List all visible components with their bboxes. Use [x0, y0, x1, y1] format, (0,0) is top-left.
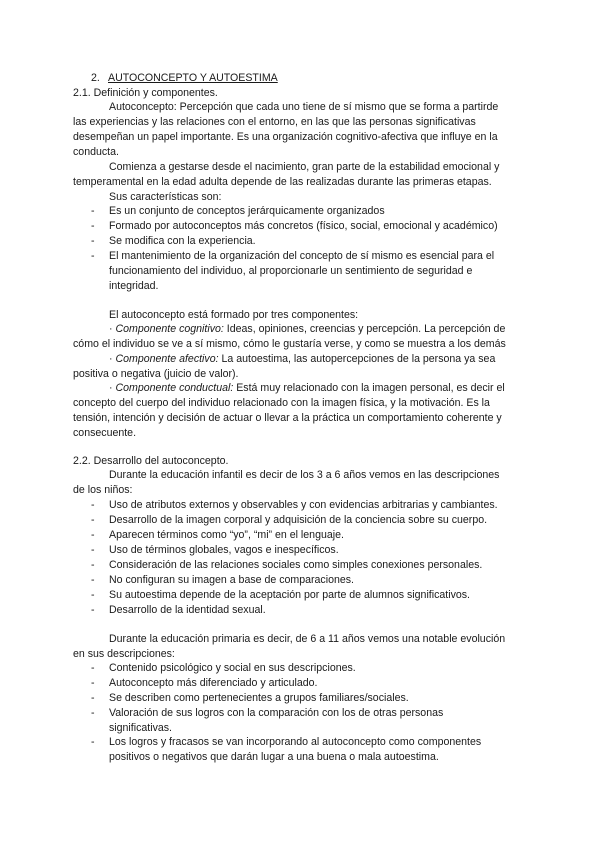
paragraph-line: positiva o negativa (juicio de valor). — [73, 368, 239, 380]
list-dash: - — [91, 205, 95, 217]
list-dash: - — [91, 677, 95, 689]
list-dash: - — [91, 707, 95, 719]
paragraph-line: en sus descripciones: — [73, 648, 175, 660]
list-item: Es un conjunto de conceptos jerárquicamente organizados — [109, 205, 385, 217]
subsection-title: 2.2. Desarrollo del autoconcepto. — [73, 455, 229, 467]
paragraph-line: las experiencias y las relaciones con el entorno, en las que las personas significativas — [73, 116, 476, 128]
list-item: Autoconcepto más diferenciado y articulado. — [109, 677, 318, 689]
component-behavioral — [109, 381, 505, 395]
list-item: Los logros y fracasos se van incorporando al autoconcepto como componentes — [109, 736, 482, 748]
component-label: Componente afectivo: — [115, 353, 219, 365]
component-text: Está muy relacionado con la imagen personal, es decir el — [233, 382, 505, 394]
paragraph-line: cómo el individuo se ve a sí mismo, cómo le gustaría verse, y como se muestra a los demás — [73, 338, 506, 350]
list-item: Se describen como pertenecientes a grupos familiares/sociales. — [109, 692, 409, 704]
paragraph-line: Durante la educación infantil es decir de los 3 a 6 años vemos en las descripciones — [109, 469, 500, 481]
bullet: · — [109, 353, 113, 365]
component-text: Ideas, opiniones, creencias y percepción. La percepción de — [223, 323, 506, 335]
list-dash: - — [91, 692, 95, 704]
paragraph-line: tensión, intención y decisión de actuar o llevar a la práctica un comportamiento coherente y — [73, 412, 502, 424]
list-dash: - — [91, 559, 95, 571]
list-dash: - — [91, 736, 95, 748]
list-item: El mantenimiento de la organización del concepto de sí mismo es esencial para el — [109, 250, 495, 262]
list-item: Uso de atributos externos y observables y con evidencias arbitrarias y cambiantes. — [109, 499, 498, 511]
list-item: Valoración de sus logros con la comparación con los de otras personas — [109, 707, 444, 719]
list-dash: - — [91, 250, 95, 262]
subsection-title: 2.1. Definición y componentes. — [73, 87, 218, 99]
list-item: No configuran su imagen a base de comparaciones. — [109, 574, 354, 586]
list-item-cont: significativas. — [109, 722, 172, 734]
list-item-cont: positivos o negativos que darán lugar a una buena o mala autoestima. — [109, 751, 439, 763]
paragraph-line: desempeñan un papel importante. Es una organización cognitivo-afectiva que influye en la — [73, 131, 498, 143]
section-number: 2. — [91, 72, 100, 84]
paragraph-line: concepto del cuerpo del individuo relacionado con la imagen física, y la motivación. Es la — [73, 397, 490, 409]
list-item: Contenido psicológico y social en sus descripciones. — [109, 662, 356, 674]
component-label: Componente cognitivo: — [115, 323, 224, 335]
paragraph-line: Autoconcepto: Percepción que cada uno tiene de sí mismo que se forma a partirde — [109, 101, 499, 113]
component-cognitive — [109, 322, 505, 336]
list-item: Se modifica con la experiencia. — [109, 235, 256, 247]
bullet: · — [109, 323, 113, 335]
paragraph-line: consecuente. — [73, 427, 137, 439]
component-text: La autoestima, las autopercepciones de la persona ya sea — [218, 353, 496, 365]
paragraph-line: conducta. — [73, 146, 119, 158]
list-dash: - — [91, 544, 95, 556]
component-affective — [109, 352, 495, 366]
list-dash: - — [91, 235, 95, 247]
list-dash: - — [91, 574, 95, 586]
list-dash: - — [91, 220, 95, 232]
bullet: · — [109, 382, 113, 394]
list-item: Su autoestima depende de la aceptación por parte de alumnos significativos. — [109, 589, 471, 601]
paragraph-line: Durante la educación primaria es decir, de 6 a 11 años vemos una notable evolución — [109, 633, 506, 645]
list-item-cont: funcionamiento del individuo, al proporcionarle un sentimiento de seguridad e — [109, 265, 473, 277]
components-intro: El autoconcepto está formado por tres componentes: — [109, 309, 359, 321]
list-item: Desarrollo de la identidad sexual. — [109, 604, 266, 616]
list-dash: - — [91, 499, 95, 511]
list-item-cont: integridad. — [109, 280, 159, 292]
list-item: Formado por autoconceptos más concretos (físico, social, emocional y académico) — [109, 220, 498, 232]
paragraph-line: de los niños: — [73, 484, 133, 496]
component-label: Componente conductual: — [115, 382, 234, 394]
list-item: Aparecen términos como “yo”, “mi” en el lenguaje. — [109, 529, 344, 541]
list-dash: - — [91, 662, 95, 674]
list-dash: - — [91, 529, 95, 541]
list-dash: - — [91, 514, 95, 526]
paragraph-line: Comienza a gestarse desde el nacimiento, gran parte de la estabilidad emocional y — [109, 161, 500, 173]
paragraph-line: temperamental en la edad adulta depende de las realizadas durante las primeras etapas. — [73, 176, 492, 188]
list-item: Desarrollo de la imagen corporal y adquisición de la conciencia sobre su cuerpo. — [109, 514, 488, 526]
list-intro: Sus características son: — [109, 191, 222, 203]
list-item: Consideración de las relaciones sociales como simples conexiones personales. — [109, 559, 483, 571]
section-title: AUTOCONCEPTO Y AUTOESTIMA — [108, 72, 278, 84]
list-dash: - — [91, 604, 95, 616]
list-dash: - — [91, 589, 95, 601]
list-item: Uso de términos globales, vagos e inespecíficos. — [109, 544, 339, 556]
